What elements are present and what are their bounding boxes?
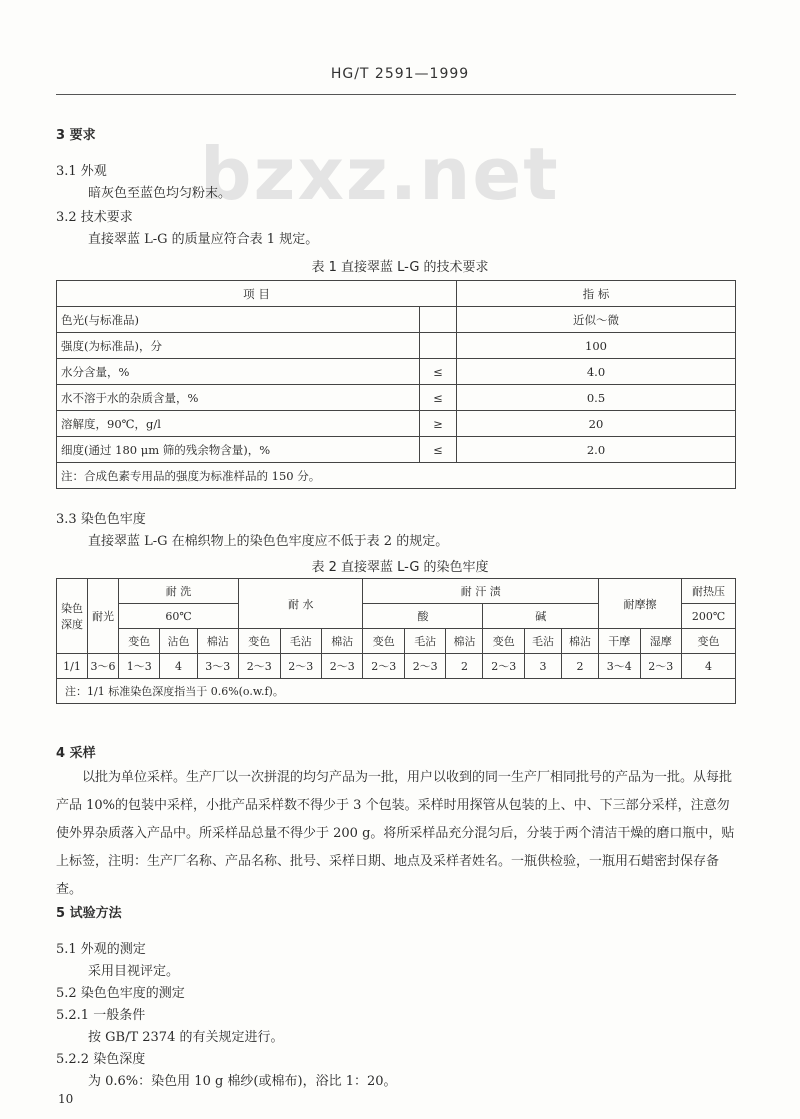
- table-cell: 2: [446, 654, 483, 679]
- table-2-header-wash-temp: 60℃: [119, 604, 239, 629]
- table-cell: [420, 307, 457, 333]
- header-rule: [56, 94, 736, 95]
- table-cell: 100: [457, 333, 736, 359]
- standard-header: HG/T 2591—1999: [330, 66, 470, 82]
- table-cell: 变色: [363, 629, 404, 654]
- table-cell: 毛沾: [280, 629, 321, 654]
- table-row: [57, 385, 736, 411]
- table-2-header-depth: 染色深度: [57, 579, 88, 654]
- table-cell: 20: [457, 411, 736, 437]
- table-1: [56, 280, 736, 489]
- table-row: [57, 333, 736, 359]
- table-cell: 变色: [119, 629, 160, 654]
- table-cell: 2: [562, 654, 599, 679]
- table-cell: 2～3: [404, 654, 445, 679]
- table-cell: 2～3: [640, 654, 681, 679]
- table-2-header-water: 耐 水: [239, 579, 363, 629]
- table-2-note: 注：1/1 标准染色深度指当于 0.6%(o.w.f)。: [57, 679, 736, 704]
- section-5-2-1-title: 5.2.1 一般条件: [56, 1008, 146, 1023]
- table-row: [57, 654, 736, 679]
- table-cell: 0.5: [457, 385, 736, 411]
- table-cell: 3～4: [599, 654, 640, 679]
- table-row: [57, 359, 736, 385]
- table-cell: 色光(与标准品): [57, 307, 420, 333]
- table-cell: 毛沾: [524, 629, 561, 654]
- table-cell: 变色: [483, 629, 524, 654]
- section-3-1-title: 3.1 外观: [56, 164, 107, 179]
- table-cell: 水分含量，%: [57, 359, 420, 385]
- table-cell: ≤: [420, 385, 457, 411]
- section-3-2-title: 3.2 技术要求: [56, 210, 133, 225]
- section-4-text: 以批为单位采样。生产厂以一次拼混的均匀产品为一批，用户以收到的同一生产厂相同批号的产品为一批。从每批产品 10%的包装中采样，小批产品采样数不得少于 3 个包装。采样时用探管从包装的上、中、下三部分采样，注意勿使外界杂质落入产品中。所采样品总量不得少于 200 g。将所采样品充分混匀后，分装于两个清洁干燥的磨口瓶中，贴上标签，注明：生产厂名称、产品名称、批号、采样日期、地点及采样者姓名。一瓶供检验，一瓶用石蜡密封保存备查。: [56, 770, 735, 897]
- table-cell: 溶解度，90℃，g/l: [57, 411, 420, 437]
- table-1-caption: 表 1 直接翠蓝 L-G 的技术要求: [311, 260, 489, 275]
- table-2-header-heat: 耐热压: [682, 579, 736, 604]
- table-2-subheader-row: [57, 629, 736, 654]
- section-5-2-1-text: 按 GB/T 2374 的有关规定进行。: [88, 1030, 284, 1045]
- table-cell: 棉沾: [197, 629, 238, 654]
- table-cell: 近似～微: [457, 307, 736, 333]
- section-3-3-text: 直接翠蓝 L-G 在棉织物上的染色色牢度应不低于表 2 的规定。: [88, 534, 449, 549]
- table-cell: 2.0: [457, 437, 736, 463]
- section-4-text-block: [56, 764, 736, 904]
- table-2-header-perspiration: 耐 汗 渍: [363, 579, 599, 604]
- section-5-1-title: 5.1 外观的测定: [56, 942, 146, 957]
- page-number: 10: [58, 1092, 74, 1106]
- table-cell: 2～3: [363, 654, 404, 679]
- section-3-title: 3 要求: [56, 128, 96, 143]
- watermark: bzxz.net: [200, 132, 560, 216]
- table-cell: 1/1: [57, 654, 88, 679]
- table-2-header-alkali: 碱: [483, 604, 599, 629]
- table-2-header-rub: 耐摩擦: [599, 579, 682, 629]
- table-cell: 2～3: [239, 654, 280, 679]
- table-cell: 2～3: [483, 654, 524, 679]
- table-cell: 3～3: [197, 654, 238, 679]
- table-2-header-acid: 酸: [363, 604, 483, 629]
- table-cell: 水不溶于水的杂质含量，%: [57, 385, 420, 411]
- table-cell: 棉沾: [446, 629, 483, 654]
- table-cell: 干摩: [599, 629, 640, 654]
- section-5-title: 5 试验方法: [56, 906, 122, 921]
- table-2: [56, 578, 736, 704]
- table-cell: 变色: [239, 629, 280, 654]
- table-cell: 毛沾: [404, 629, 445, 654]
- table-cell: 棉沾: [321, 629, 362, 654]
- table-2-caption: 表 2 直接翠蓝 L-G 的染色牢度: [311, 560, 489, 575]
- table-cell: 2～3: [321, 654, 362, 679]
- section-4-title: 4 采样: [56, 746, 96, 761]
- table-1-header-index: 指 标: [457, 281, 736, 307]
- section-3-1-text: 暗灰色至蓝色均匀粉末。: [88, 186, 232, 201]
- table-cell: 4.0: [457, 359, 736, 385]
- section-3-2-text: 直接翠蓝 L-G 的质量应符合表 1 规定。: [88, 232, 319, 247]
- table-row: [57, 437, 736, 463]
- table-cell: 湿摩: [640, 629, 681, 654]
- section-5-2-2-title: 5.2.2 染色深度: [56, 1052, 146, 1067]
- table-cell: 变色: [682, 629, 736, 654]
- table-cell: [420, 333, 457, 359]
- table-cell: 2～3: [280, 654, 321, 679]
- section-5-1-text: 采用目视评定。: [88, 964, 180, 979]
- table-cell: 细度(通过 180 μm 筛的残余物含量)，%: [57, 437, 420, 463]
- table-cell: 3～6: [88, 654, 119, 679]
- table-cell: 4: [682, 654, 736, 679]
- table-cell: ≤: [420, 437, 457, 463]
- table-cell: 棉沾: [562, 629, 599, 654]
- table-2-header-light: 耐光: [88, 579, 119, 654]
- table-1-note: 注：合成色素专用品的强度为标准样品的 150 分。: [57, 463, 736, 489]
- table-cell: 3: [524, 654, 561, 679]
- table-2-header-heat-temp: 200℃: [682, 604, 736, 629]
- table-cell: ≥: [420, 411, 457, 437]
- table-cell: ≤: [420, 359, 457, 385]
- table-cell: 强度(为标准品)，分: [57, 333, 420, 359]
- table-cell: 1～3: [119, 654, 160, 679]
- section-5-2-2-text: 为 0.6%：染色用 10 g 棉纱(或棉布)，浴比 1：20。: [88, 1074, 397, 1089]
- table-row: [57, 411, 736, 437]
- table-2-header-wash: 耐 洗: [119, 579, 239, 604]
- table-cell: 沾色: [160, 629, 197, 654]
- table-1-header-item: 项 目: [57, 281, 457, 307]
- table-row: [57, 307, 736, 333]
- section-3-3-title: 3.3 染色色牢度: [56, 512, 146, 527]
- table-cell: 4: [160, 654, 197, 679]
- section-5-2-title: 5.2 染色色牢度的测定: [56, 986, 185, 1001]
